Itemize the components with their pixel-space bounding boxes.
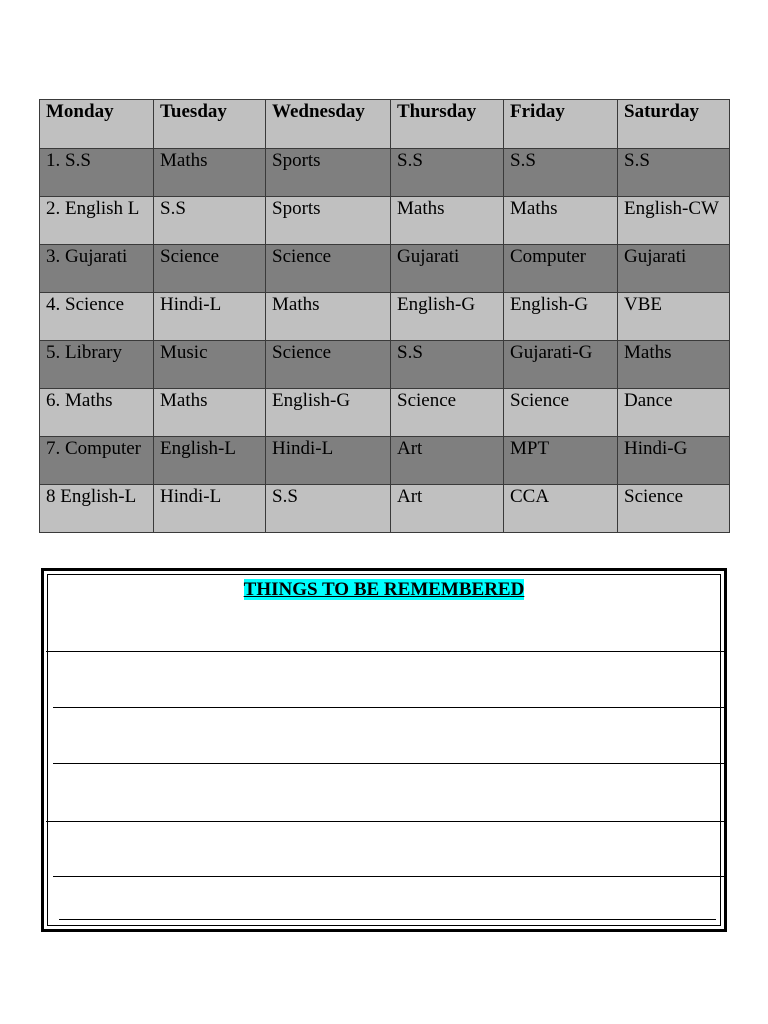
header-thursday: Thursday <box>391 100 504 149</box>
table-cell: S.S <box>154 197 266 245</box>
table-cell: Science <box>154 245 266 293</box>
reminder-box <box>41 568 727 932</box>
table-cell: 7. Computer <box>40 437 154 485</box>
table-cell: 6. Maths <box>40 389 154 437</box>
header-friday: Friday <box>504 100 618 149</box>
table-cell: English-G <box>504 293 618 341</box>
header-saturday: Saturday <box>618 100 730 149</box>
table-cell: Gujarati <box>391 245 504 293</box>
reminder-inner-frame <box>47 574 721 926</box>
header-monday: Monday <box>40 100 154 149</box>
writing-line <box>59 919 716 920</box>
table-cell: Maths <box>154 149 266 197</box>
table-cell: 2. English L <box>40 197 154 245</box>
table-cell: Computer <box>504 245 618 293</box>
table-cell: S.S <box>391 341 504 389</box>
table-cell: Gujarati <box>618 245 730 293</box>
header-tuesday: Tuesday <box>154 100 266 149</box>
table-cell: Hindi-L <box>154 485 266 533</box>
timetable-header <box>40 100 730 149</box>
table-cell: Maths <box>266 293 391 341</box>
table-cell: 4. Science <box>40 293 154 341</box>
writing-line <box>53 707 726 708</box>
period-row-7 <box>40 437 730 485</box>
writing-line <box>53 876 726 877</box>
table-cell: Maths <box>391 197 504 245</box>
period-row-4 <box>40 293 730 341</box>
table-cell: S.S <box>266 485 391 533</box>
period-row-8 <box>40 485 730 533</box>
table-cell: Maths <box>618 341 730 389</box>
table-cell: Music <box>154 341 266 389</box>
table-cell: Science <box>391 389 504 437</box>
table-cell: Science <box>618 485 730 533</box>
table-cell: 5. Library <box>40 341 154 389</box>
table-cell: English-G <box>266 389 391 437</box>
header-wednesday: Wednesday <box>266 100 391 149</box>
table-cell: Sports <box>266 197 391 245</box>
table-cell: English-G <box>391 293 504 341</box>
table-cell: S.S <box>504 149 618 197</box>
header-row <box>40 100 730 149</box>
table-cell: Science <box>266 341 391 389</box>
period-row-5 <box>40 341 730 389</box>
table-cell: S.S <box>391 149 504 197</box>
writing-line <box>46 821 726 822</box>
writing-line <box>46 651 726 652</box>
table-cell: 1. S.S <box>40 149 154 197</box>
table-cell: Sports <box>266 149 391 197</box>
period-row-1 <box>40 149 730 197</box>
period-row-6 <box>40 389 730 437</box>
table-cell: Hindi-G <box>618 437 730 485</box>
table-cell: Art <box>391 437 504 485</box>
table-cell: Art <box>391 485 504 533</box>
period-row-2 <box>40 197 730 245</box>
table-cell: Science <box>266 245 391 293</box>
timetable-body <box>40 149 730 533</box>
reminder-title <box>44 579 724 601</box>
table-cell: Dance <box>618 389 730 437</box>
table-cell: Hindi-L <box>266 437 391 485</box>
reminder-title-text: THINGS TO BE REMEMBERED <box>243 579 525 600</box>
table-cell: English-CW <box>618 197 730 245</box>
table-cell: 8 English-L <box>40 485 154 533</box>
table-cell: Maths <box>154 389 266 437</box>
table-cell: Science <box>504 389 618 437</box>
period-row-3 <box>40 245 730 293</box>
table-cell: English-L <box>154 437 266 485</box>
table-cell: CCA <box>504 485 618 533</box>
table-cell: Maths <box>504 197 618 245</box>
timetable <box>39 99 730 533</box>
table-cell: 3. Gujarati <box>40 245 154 293</box>
writing-line <box>53 763 726 764</box>
table-cell: VBE <box>618 293 730 341</box>
table-cell: Hindi-L <box>154 293 266 341</box>
table-cell: S.S <box>618 149 730 197</box>
table-cell: Gujarati-G <box>504 341 618 389</box>
table-cell: MPT <box>504 437 618 485</box>
